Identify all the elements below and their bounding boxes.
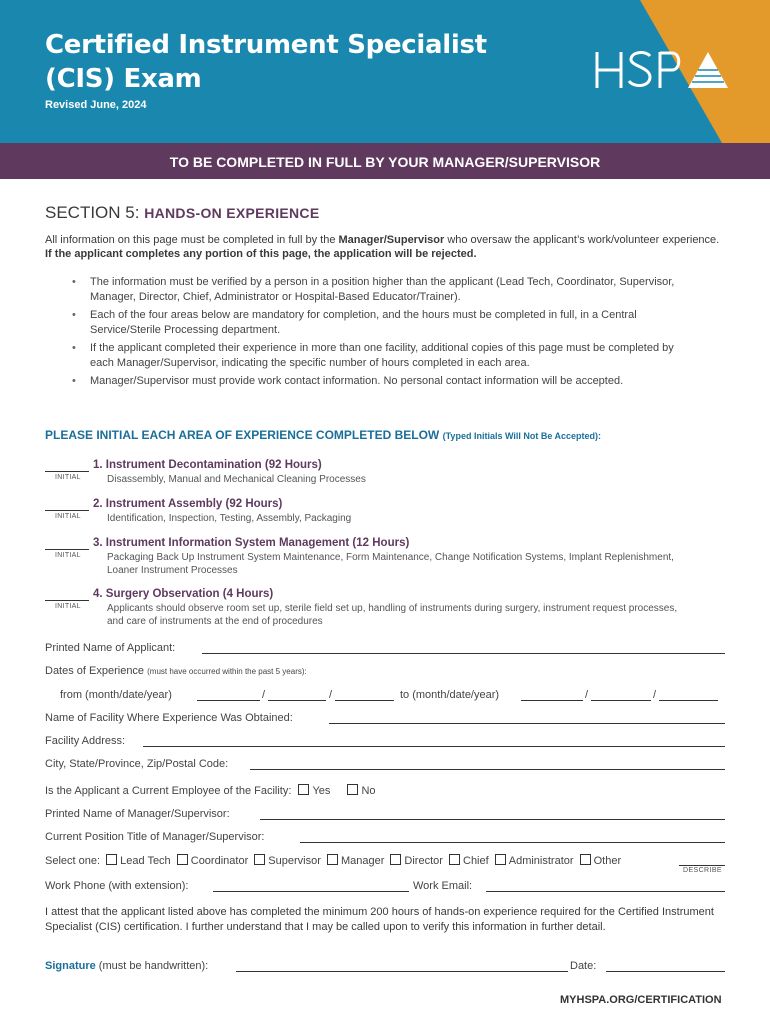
manager-title-label: Current Position Title of Manager/Supervisor: — [45, 831, 265, 843]
no-label: No — [361, 785, 376, 797]
current-employee-label: Is the Applicant a Current Employee of the Facility: — [45, 785, 292, 797]
facility-name-field[interactable] — [329, 723, 725, 724]
city-label: City, State/Province, Zip/Postal Code: — [45, 758, 229, 770]
attestation-statement: I attest that the applicant listed above has completed the minimum 200 hours of hands-on experience required for the Certified Instrument Specialist (CIS) certification. I further understand that I may be called upon to verify this information in further detail. — [45, 906, 714, 933]
role-label: Administrator — [508, 855, 574, 867]
date-separator: / — [262, 689, 266, 701]
role-label: Chief — [463, 855, 489, 867]
title-line-1: Certified Instrument Specialist — [45, 30, 487, 60]
role-label: Director — [404, 855, 443, 867]
list-item: • Manager/Supervisor must provide work contact information. No personal contact information will be accepted. — [72, 374, 682, 389]
dates-note: (must have occurred within the past 5 years): — [147, 667, 307, 676]
completion-banner: TO BE COMPLETED IN FULL BY YOUR MANAGER/SUPERVISOR — [0, 143, 770, 179]
work-phone-field[interactable] — [213, 891, 409, 892]
signature-date-field[interactable] — [606, 971, 725, 972]
area-title: 4. Surgery Observation (4 Hours) — [93, 588, 274, 600]
to-year-field[interactable] — [659, 700, 718, 701]
initial-instructions — [45, 428, 601, 442]
initial-line[interactable] — [45, 510, 89, 511]
applicant-name-field[interactable] — [202, 653, 725, 654]
initial-instructions-note: (Typed Initials Will Not Be Accepted): — [442, 431, 602, 441]
to-month-field[interactable] — [521, 700, 583, 701]
to-day-field[interactable] — [591, 700, 651, 701]
other-describe-field[interactable] — [679, 865, 725, 866]
facility-name-label: Name of Facility Where Experience Was Obtained: — [45, 712, 293, 724]
work-email-label: Work Email: — [413, 880, 473, 892]
list-item: • The information must be verified by a person in a position higher than the applicant (Lead Tech, Coordinator, Supervisor, Manager, Director, Chief, Administrator or Hospital-Based Educator/Trainer). — [72, 275, 682, 305]
initial-label: INITIAL — [55, 513, 81, 520]
area-title: 2. Instrument Assembly (92 Hours) — [93, 498, 283, 510]
intro-text-b: Manager/Supervisor — [338, 234, 445, 246]
initial-label: INITIAL — [55, 603, 81, 610]
area-title: 3. Instrument Information System Management (12 Hours) — [93, 537, 410, 549]
role-label: Lead Tech — [120, 855, 171, 867]
from-month-field[interactable] — [197, 700, 260, 701]
exam-title — [45, 28, 487, 96]
date-label: Date: — [570, 960, 597, 972]
area-description: Disassembly, Manual and Mechanical Cleaning Processes — [107, 474, 366, 485]
initial-label: INITIAL — [55, 552, 81, 559]
from-day-field[interactable] — [268, 700, 326, 701]
yes-checkbox[interactable] — [298, 784, 309, 795]
area-description: Applicants should observe room set up, sterile field set up, handling of instruments during surgery, instrument request processes, and care of instruments at the end of procedures — [107, 603, 678, 627]
page-header — [0, 0, 770, 143]
intro-text-d: volunteer experience. — [614, 234, 720, 246]
no-checkbox[interactable] — [347, 784, 358, 795]
title-line-2: (CIS) Exam — [45, 64, 202, 94]
director-checkbox[interactable] — [390, 854, 401, 865]
lead-tech-checkbox[interactable] — [106, 854, 117, 865]
yes-label: Yes — [312, 785, 331, 797]
role-label: Other — [593, 855, 622, 867]
role-label: Manager — [340, 855, 385, 867]
to-label: to (month/date/year) — [400, 689, 500, 701]
manager-name-field[interactable] — [260, 819, 725, 820]
section-subtitle: HANDS-ON EXPERIENCE — [144, 205, 320, 221]
role-selection — [45, 854, 621, 867]
dates-label-text: Dates of Experience — [45, 665, 145, 677]
describe-label: DESCRIBE — [683, 867, 722, 874]
revised-date: Revised June, 2024 — [45, 99, 147, 111]
other-checkbox[interactable] — [580, 854, 591, 865]
initial-label: INITIAL — [55, 474, 81, 481]
intro-warning: If the applicant completes any portion of this page, the application will be rejected. — [45, 248, 477, 260]
intro-text-a: All information on this page must be completed in full by the — [45, 234, 339, 246]
section-heading — [45, 203, 319, 223]
work-phone-label: Work Phone (with extension): — [45, 880, 189, 892]
manager-name-label: Printed Name of Manager/Supervisor: — [45, 808, 230, 820]
role-label: Coordinator — [190, 855, 249, 867]
dates-label — [45, 665, 307, 677]
manager-title-field[interactable] — [300, 842, 725, 843]
chief-checkbox[interactable] — [449, 854, 460, 865]
work-email-field[interactable] — [486, 891, 725, 892]
intro-text-c: who oversaw the applicant’s work/ — [444, 234, 615, 246]
date-separator: / — [329, 689, 333, 701]
supervisor-checkbox[interactable] — [254, 854, 265, 865]
coordinator-checkbox[interactable] — [177, 854, 188, 865]
initial-line[interactable] — [45, 549, 89, 550]
date-separator: / — [585, 689, 589, 701]
from-year-field[interactable] — [335, 700, 394, 701]
requirements-list — [72, 275, 682, 392]
signature-field[interactable] — [236, 971, 568, 972]
manager-checkbox[interactable] — [327, 854, 338, 865]
administrator-checkbox[interactable] — [495, 854, 506, 865]
role-label: Supervisor — [268, 855, 321, 867]
signature-label: Signature — [45, 960, 96, 972]
facility-address-label: Facility Address: — [45, 735, 126, 747]
hspa-logo — [594, 48, 729, 92]
current-employee-question — [45, 784, 376, 797]
city-field[interactable] — [250, 769, 725, 770]
initial-line[interactable] — [45, 471, 89, 472]
section-intro — [45, 233, 725, 261]
area-description: Packaging Back Up Instrument System Maintenance, Form Maintenance, Change Notification Systems, Implant Replenishment, Loaner Instrument Processes — [107, 552, 674, 576]
list-item: • If the applicant completed their experience in more than one facility, additional copies of this page must be completed by each Manager/Supervisor, indicating the specific number of hours completed in each area. — [72, 341, 682, 371]
select-one-label: Select one: — [45, 855, 101, 867]
footer-url[interactable]: MYHSPA.ORG/CERTIFICATION — [560, 994, 722, 1006]
date-separator: / — [653, 689, 657, 701]
list-item: • Each of the four areas below are mandatory for completion, and the hours must be completed in full, in a Central Service/Sterile Processing department. — [72, 308, 682, 338]
signature-row — [45, 960, 208, 972]
signature-note: (must be handwritten): — [95, 960, 209, 972]
area-description: Identification, Inspection, Testing, Assembly, Packaging — [107, 513, 352, 524]
applicant-name-label: Printed Name of Applicant: — [45, 642, 176, 654]
initial-line[interactable] — [45, 600, 89, 601]
initial-instructions-main: PLEASE INITIAL EACH AREA OF EXPERIENCE COMPLETED BELOW — [45, 428, 440, 442]
from-label: from (month/date/year) — [60, 689, 172, 701]
facility-address-field[interactable] — [143, 746, 725, 747]
area-title: 1. Instrument Decontamination (92 Hours) — [93, 459, 322, 471]
section-label: SECTION 5: — [45, 203, 140, 222]
